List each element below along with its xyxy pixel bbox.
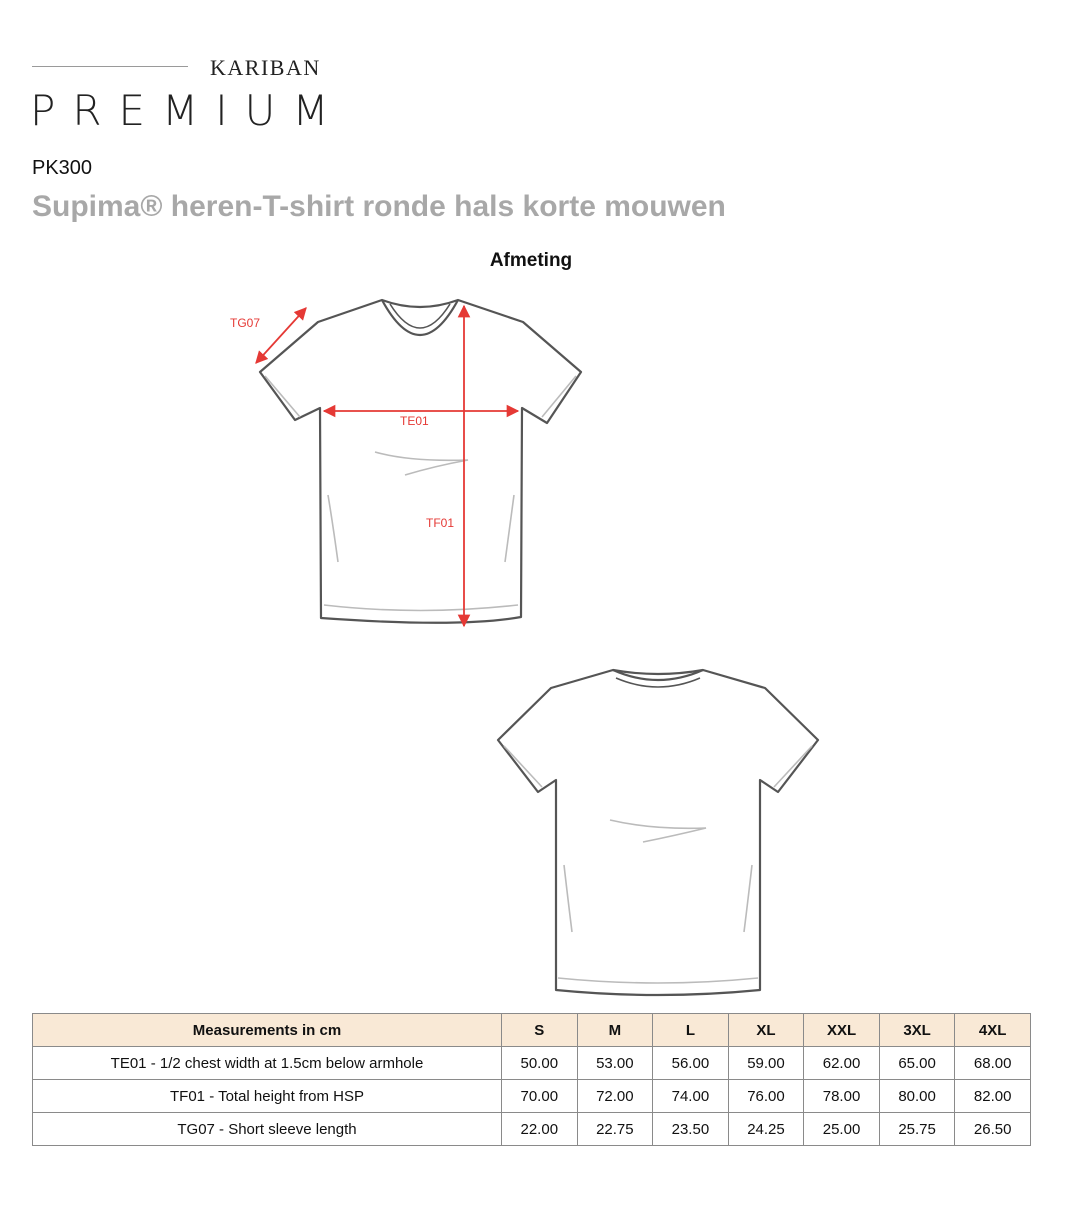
table-row bbox=[33, 1113, 1031, 1146]
table-row bbox=[33, 1047, 1031, 1080]
logo-divider-line bbox=[32, 66, 188, 67]
product-title: Supima® heren-T-shirt ronde hals korte mouwen bbox=[32, 190, 726, 223]
row-label: TE01 - 1/2 chest width at 1.5cm below armhole bbox=[33, 1047, 502, 1080]
cell-value: 53.00 bbox=[577, 1047, 653, 1080]
cell-value: 22.75 bbox=[577, 1113, 653, 1146]
header-size: 3XL bbox=[879, 1014, 955, 1047]
cell-value: 76.00 bbox=[728, 1080, 804, 1113]
table-row bbox=[33, 1080, 1031, 1113]
tshirt-back-diagram bbox=[488, 660, 833, 1005]
cell-value: 78.00 bbox=[804, 1080, 880, 1113]
cell-value: 62.00 bbox=[804, 1047, 880, 1080]
cell-value: 74.00 bbox=[653, 1080, 729, 1113]
label-tg07: TG07 bbox=[230, 316, 261, 330]
cell-value: 59.00 bbox=[728, 1047, 804, 1080]
cell-value: 82.00 bbox=[955, 1080, 1031, 1113]
cell-value: 24.25 bbox=[728, 1113, 804, 1146]
header-size: XXL bbox=[804, 1014, 880, 1047]
cell-value: 50.00 bbox=[502, 1047, 578, 1080]
header-size: L bbox=[653, 1014, 729, 1047]
cell-value: 56.00 bbox=[653, 1047, 729, 1080]
header-size: M bbox=[577, 1014, 653, 1047]
cell-value: 72.00 bbox=[577, 1080, 653, 1113]
header-size: 4XL bbox=[955, 1014, 1031, 1047]
cell-value: 25.00 bbox=[804, 1113, 880, 1146]
row-label: TG07 - Short sleeve length bbox=[33, 1113, 502, 1146]
cell-value: 65.00 bbox=[879, 1047, 955, 1080]
table-header-row bbox=[33, 1014, 1031, 1047]
brand-name-large: PREMIUM bbox=[30, 86, 346, 135]
product-code: PK300 bbox=[32, 157, 93, 179]
label-te01: TE01 bbox=[400, 414, 429, 428]
row-label: TF01 - Total height from HSP bbox=[33, 1080, 502, 1113]
section-title: Afmeting bbox=[489, 250, 573, 271]
cell-value: 70.00 bbox=[502, 1080, 578, 1113]
label-tf01: TF01 bbox=[426, 516, 455, 530]
cell-value: 68.00 bbox=[955, 1047, 1031, 1080]
header-size: S bbox=[502, 1014, 578, 1047]
tshirt-front-diagram bbox=[220, 290, 600, 635]
cell-value: 26.50 bbox=[955, 1113, 1031, 1146]
cell-value: 80.00 bbox=[879, 1080, 955, 1113]
cell-value: 25.75 bbox=[879, 1113, 955, 1146]
header-size: XL bbox=[728, 1014, 804, 1047]
size-chart-table bbox=[32, 1013, 1031, 1146]
brand-name-small: KARIBAN bbox=[210, 55, 321, 80]
header-measurements: Measurements in cm bbox=[33, 1014, 502, 1047]
cell-value: 23.50 bbox=[653, 1113, 729, 1146]
cell-value: 22.00 bbox=[502, 1113, 578, 1146]
